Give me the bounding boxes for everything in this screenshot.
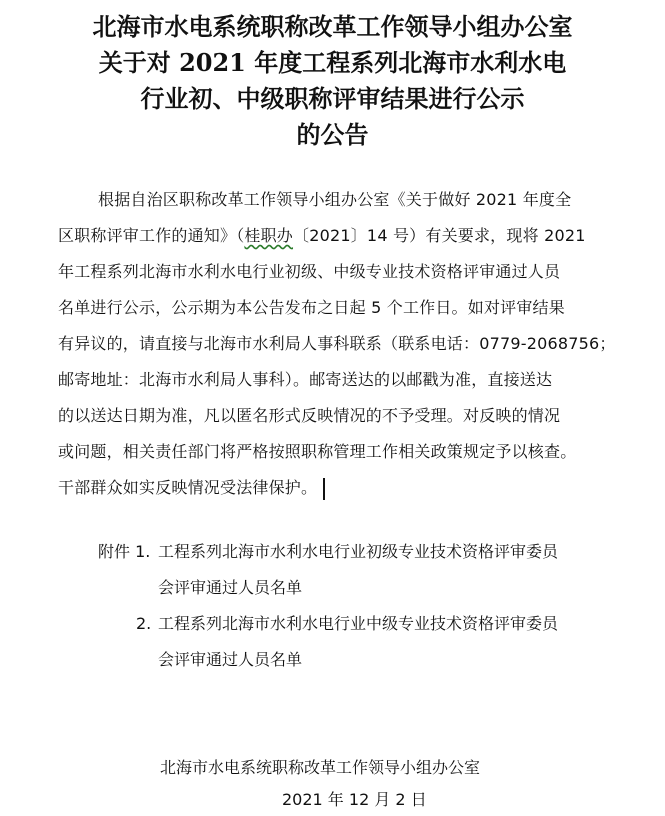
title-line-3: 行业初、中级职称评审结果进行公示 <box>140 84 525 113</box>
attachment-2-number: 2. <box>136 614 152 633</box>
title-line-1: 北海市水电系统职称改革工作领导小组办公室 <box>92 12 573 41</box>
body-line-2 <box>58 218 628 254</box>
body-line-3: 年工程系列北海市水利水电行业初级、中级专业技术资格评审通过人员 <box>58 262 561 281</box>
attachment-1-line-1: 工程系列北海市水利水电行业初级专业技术资格评审委员 <box>158 542 559 561</box>
signature-date: 2021 年 12 月 2 日 <box>282 790 427 809</box>
attachment-2-line-2: 会评审通过人员名单 <box>158 650 303 669</box>
body-line-2-c: 〔2021〕14 号）有关要求，现将 2021 <box>293 226 586 245</box>
body-line-5: 有异议的，请直接与北海市水利局人事科联系（联系电话：0779-2068756； <box>58 334 616 353</box>
text-cursor[interactable] <box>323 478 325 500</box>
body-line-2-a: 区职称评审工作的通知》（ <box>58 226 245 245</box>
body-line-6: 邮寄地址：北海市水利局人事科）。邮寄送达的以邮戳为准，直接送达 <box>58 370 553 389</box>
body-line-9-text: 干部群众如实反映情况受法律保护。 <box>58 478 318 497</box>
attachment-label: 附件 1. <box>98 542 151 561</box>
signature-organization: 北海市水电系统职称改革工作领导小组办公室 <box>160 758 481 777</box>
attachment-2-line-1: 工程系列北海市水利水电行业中级专业技术资格评审委员 <box>158 614 559 633</box>
title-line-4: 的公告 <box>296 120 369 149</box>
body-line-1: 根据自治区职称改革工作领导小组办公室《关于做好 2021 年度全 <box>98 190 572 209</box>
body-line-2-b: 桂职办 <box>244 226 294 245</box>
attachment-1-line-2: 会评审通过人员名单 <box>158 578 303 597</box>
body-line-8: 或问题，相关责任部门将严格按照职称管理工作相关政策规定予以核查。 <box>58 442 577 461</box>
title-line-2: 关于对 2021 年度工程系列北海市水利水电 <box>98 48 567 77</box>
body-line-4: 名单进行公示，公示期为本公告发布之日起 5 个工作日。如对评审结果 <box>58 298 565 317</box>
body-line-9 <box>58 470 628 506</box>
body-line-7: 的以送达日期为准，凡以匿名形式反映情况的不予受理。对反映的情况 <box>58 406 561 425</box>
